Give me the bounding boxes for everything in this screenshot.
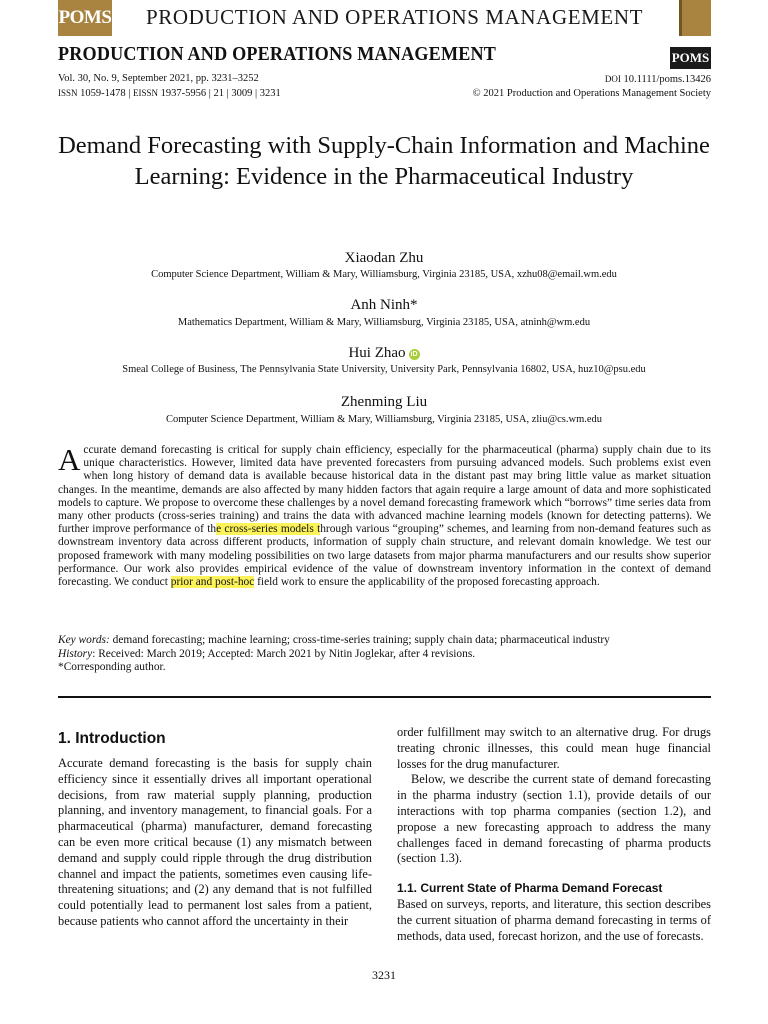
- right-column: [397, 725, 711, 944]
- keywords-label: Key words:: [58, 634, 110, 646]
- author-name: Zhenming Liu: [340, 394, 428, 410]
- abstract: [58, 444, 711, 589]
- body-paragraph: Below, we describe the current state of demand forecasting in the pharma industry (section 1.1), provide details of our interactions with top pharma companies (section 1.2), and propose a new forecasting approach to address the many challenges faced in demand forecasting of pharma products (section 1.3).: [397, 772, 711, 866]
- keywords-block: [58, 634, 711, 675]
- author-name: Hui Zhao: [348, 345, 406, 361]
- abstract-text: hrough various “grouping” schemes, and learning from non-demand features such as downstream inventory data across different products, information of supply chain structure, and relevant domain knowledge. We test our proposed framework with many modeling possibilities on two large datasets from major pharma manufacturers and our results show superior performance. Our work also provides empirical evidence of the value of downstream inventory information in the context of demand forecasting. We conduct: [58, 523, 711, 589]
- author-affiliation: Computer Science Department, William & Mary, Williamsburg, Virginia 23185, USA, xzhu08@email.wm.edu: [151, 269, 617, 280]
- issn-value: 1059-1478 |: [77, 88, 133, 99]
- eissn-label: EISSN: [133, 88, 159, 98]
- decorative-gold-bar: [679, 0, 711, 36]
- history-text: : Received: March 2019; Accepted: March 2021 by Nitin Joglekar, after 4 revisions.: [92, 647, 476, 660]
- page-number: 3231: [372, 968, 396, 982]
- issue-metadata: [58, 72, 281, 101]
- doi-value[interactable]: 10.1111/poms.13426: [620, 74, 711, 85]
- banner-title: PRODUCTION AND OPERATIONS MANAGEMENT: [146, 5, 644, 29]
- decorative-gold-rule: [679, 0, 682, 36]
- section-divider: [58, 696, 711, 698]
- author-name: Xiaodan Zhu: [344, 250, 424, 266]
- abstract-dropcap: A: [58, 442, 81, 477]
- body-paragraph: Accurate demand forecasting is the basis for supply chain efficiency since it essentially drives all important operational decisions, from raw material supply planning, production planning, and inventory management, to financial goals. For a pharmaceutical (pharma) manufacturer, demand forecasting can be even more critical because (1) any mismatch between demand and supply could ripple through the drug distribution channel and impact the patients, sometimes even causing life-threatening situations; and (2) any demand that is not fulfilled could potentially lead to permanent lost sales from a patient, because patients who cannot afford the uncertainty in their: [58, 756, 372, 928]
- abstract-text: ccurate demand forecasting is critical for supply chain efficiency, especially for the pharmaceutical (pharma) supply chain due to its unique characteristics. However, limited data have prevented forecasters from pursuing advanced models. Such problems exist even when long history of demand data is available because historical data in the distant past may bring little value as market situation changes. In the meantime, demands are also affected by many hidden factors that again require a large amount of data and more sophisticated models to capture. We propose to overcome these challenges by a novel demand forecasting framework which “borrows” time series data from many other products (cross-series training) and trains the data with advanced machine learning models (known for detecting patterns). We further improve performance of th: [58, 444, 711, 536]
- poms-small-logo: POMS: [670, 47, 711, 69]
- section-heading: 1. Introduction: [58, 730, 166, 747]
- author-name: Anh Ninh*: [350, 297, 418, 313]
- author-affiliation: Mathematics Department, William & Mary, Williamsburg, Virginia 23185, USA, atninh@wm.edu: [177, 317, 591, 328]
- body-paragraph: Based on surveys, reports, and literature, this section describes the current situation of pharma demand forecasting in terms of methods, data used, forecast horizon, and the use of forecasts.: [397, 896, 711, 943]
- left-column: [58, 756, 372, 930]
- eissn-value: 1937-5956 | 21 | 3009 | 3231: [158, 88, 281, 99]
- paper-title: Demand Forecasting with Supply-Chain Information and Machine Learning: Evidence in the Pharmaceutical Industry: [58, 132, 710, 190]
- keywords-text: demand forecasting; machine learning; cross-time-series training; supply chain data; pharmaceutical industry: [109, 634, 610, 646]
- journal-name: PRODUCTION AND OPERATIONS MANAGEMENT: [58, 44, 497, 65]
- issn-label: ISSN: [58, 88, 78, 98]
- author-affiliation: Computer Science Department, William & Mary, Williamsburg, Virginia 23185, USA, zliu@cs.wm.edu: [165, 414, 603, 425]
- highlight[interactable]: e cross-series models t: [216, 523, 321, 536]
- subsection-heading: 1.1. Current State of Pharma Demand Forecast: [397, 881, 663, 896]
- copyright-line: © 2021 Production and Operations Management Society: [472, 88, 711, 99]
- doi-line[interactable]: [473, 72, 711, 87]
- abstract-text: field work to ensure the applicability of the proposed forecasting approach.: [254, 576, 600, 589]
- top-banner: [0, 0, 768, 38]
- history-line: [58, 648, 711, 662]
- author-block: [0, 345, 768, 362]
- orcid-icon[interactable]: iD: [410, 351, 418, 358]
- doi-metadata: [473, 72, 711, 101]
- keywords-line: [58, 634, 711, 648]
- author-affiliation: Smeal College of Business, The Pennsylvania State University, University Park, Pennsylvania 16802, USA, huz10@psu.edu: [122, 364, 646, 375]
- volume-line: Vol. 30, No. 9, September 2021, pp. 3231–3252: [58, 73, 259, 84]
- body-paragraph: order fulfillment may switch to an alternative drug. For drugs treating chronic illnesses, this could mean huge financial losses for the drug manufacturer.: [397, 725, 711, 771]
- history-label: History: [58, 647, 93, 660]
- highlight[interactable]: prior and post-hoc: [170, 576, 255, 589]
- issn-line: [58, 86, 281, 101]
- doi-label: DOI: [604, 74, 621, 84]
- corresponding-author-note: *Corresponding author.: [58, 661, 166, 673]
- poms-logo: POMS: [58, 0, 112, 36]
